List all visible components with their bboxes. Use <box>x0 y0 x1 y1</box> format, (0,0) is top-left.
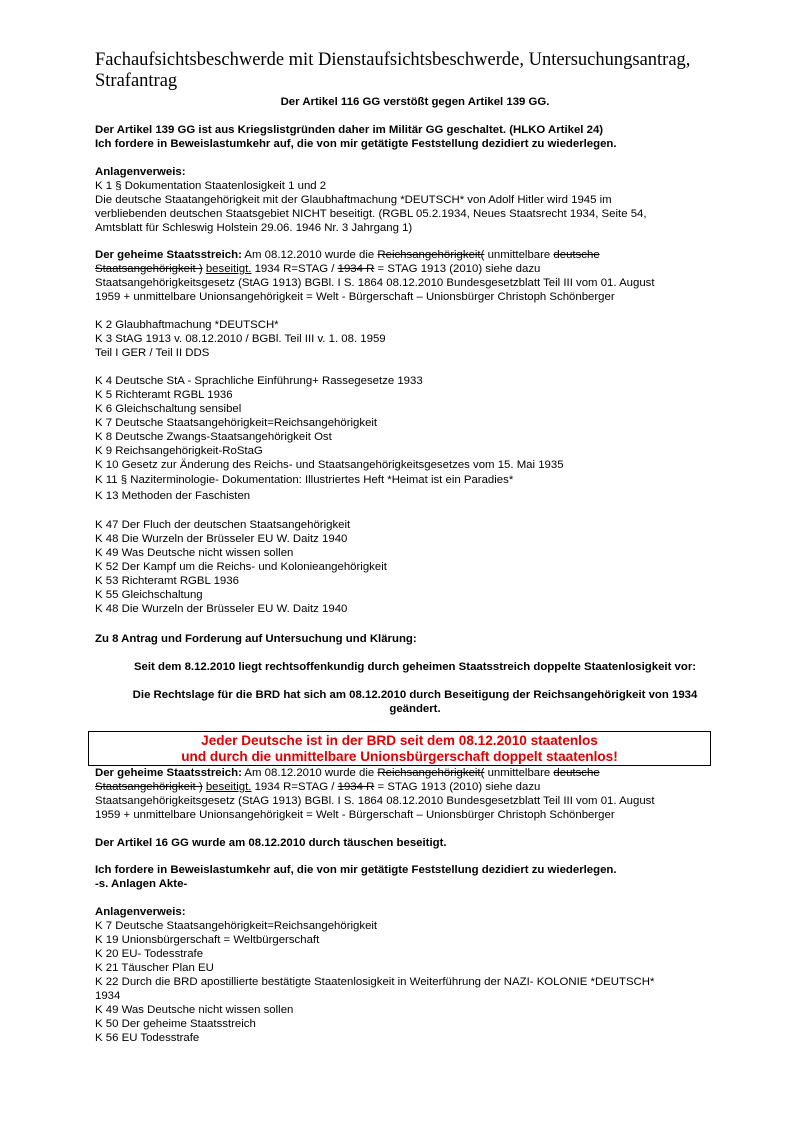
k-line: K 48 Die Wurzeln der Brüsseler EU W. Daitz 1940 <box>95 603 348 615</box>
intro-line: Der Artikel 139 GG ist aus Kriegslistgründen daher im Militär GG geschaltet. (HLKO Artikel 24) <box>95 124 604 136</box>
staatenlos-red-box <box>88 731 711 766</box>
k-line: K 52 Der Kampf um die Reichs- und Kolonieangehörigkeit <box>95 561 387 573</box>
staatsstreich-line: 1959 + unmittelbare Unionsangehörigkeit = Welt - Bürgerschaft – Unionsbürger Christoph Schönberger <box>95 291 615 303</box>
title-line: Fachaufsichtsbeschwerde mit Dienstaufsichtsbeschwerde, Untersuchungsantrag, <box>95 50 691 70</box>
struck-text: Reichsangehörigkeit( <box>377 249 485 261</box>
center-statement: Seit dem 8.12.2010 liegt rechtsoffenkundig durch geheimen Staatsstreich doppelte Staatenlosigkeit vor: <box>133 661 697 673</box>
struck-text: Reichsangehörigkeit( <box>377 767 485 779</box>
text-span: Am 08.12.2010 wurde die <box>241 767 378 779</box>
anlagen-line: Die deutsche Staatangehörigkeit mit der Glaubhaftmachung *DEUTSCH* von Adolf Hitler wird 1945 im <box>95 194 612 206</box>
anlagen-line: K 20 EU- Todesstrafe <box>95 948 204 960</box>
text-span: = STAG 1913 (2010) siehe dazu <box>374 781 541 793</box>
anlagen-line: K 22 Durch die BRD apostillierte bestätigte Staatenlosigkeit in Weiterführung der NAZI- KOLONIE *DEUTSCH* <box>95 976 655 988</box>
red-box-line: Jeder Deutsche ist in der BRD seit dem 08.12.2010 staatenlos <box>201 733 598 748</box>
struck-text: deutsche <box>553 249 600 261</box>
text-span: unmittelbare <box>484 767 554 779</box>
text-span: unmittelbare <box>484 249 554 261</box>
k-line: K 53 Richteramt RGBL 1936 <box>95 575 239 587</box>
k-line: K 4 Deutsche StA - Sprachliche Einführung+ Rassegesetze 1933 <box>95 375 423 387</box>
anlagen-heading: Anlagenverweis: <box>95 166 186 178</box>
anlagen-heading: Anlagenverweis: <box>95 906 186 918</box>
underlined-text: beseitigt. <box>205 781 252 793</box>
anlagen-line: K 50 Der geheime Staatsstreich <box>95 1018 256 1030</box>
struck-text: 1934 R <box>337 263 375 275</box>
center-statement: geändert. <box>389 703 441 715</box>
text-span: 1934 R=STAG / <box>251 781 338 793</box>
k-line: K 8 Deutsche Zwangs-Staatsangehörigkeit Ost <box>95 431 332 443</box>
artikel-16-statement: Der Artikel 16 GG wurde am 08.12.2010 durch täuschen beseitigt. <box>95 837 447 849</box>
antrag-heading: Zu 8 Antrag und Forderung auf Untersuchung und Klärung: <box>95 633 417 645</box>
k-line: K 10 Gesetz zur Änderung des Reichs- und Staatsangehörigkeitsgesetzes vom 15. Mai 1935 <box>95 459 564 471</box>
document-title <box>95 50 735 92</box>
struck-text: 1934 R <box>337 781 375 793</box>
center-statement: Die Rechtslage für die BRD hat sich am 08.12.2010 durch Beseitigung der Reichsangehörigkeit von 1934 <box>132 689 698 701</box>
staatsstreich-line: Staatsangehörigkeitsgesetz (StAG 1913) BGBl. I S. 1864 08.12.2010 Bundesgesetzblatt Teil III vom 01. August <box>95 277 655 289</box>
anlagen-line: verbliebenden deutschen Staatsgebiet NICHT beseitigt. (RGBL 05.2.1934, Neues Staatsrecht 1934, Seite 54, <box>95 208 647 220</box>
staatsstreich-label: Der geheime Staatsstreich: <box>95 249 242 261</box>
anlagen-line: Amtsblatt für Schleswig Holstein 29.06. 1946 Nr. 3 Jahrgang 1) <box>95 222 413 234</box>
headline: Der Artikel 116 GG verstößt gegen Artikel 139 GG. <box>280 96 550 108</box>
staatsstreich-label: Der geheime Staatsstreich: <box>95 767 242 779</box>
k-line: K 13 Methoden der Faschisten <box>95 490 251 502</box>
k-line: K 5 Richteramt RGBL 1936 <box>95 389 233 401</box>
anlagen-line: K 7 Deutsche Staatsangehörigkeit=Reichsangehörigkeit <box>95 920 378 932</box>
text-span: 1934 R=STAG / <box>251 263 338 275</box>
staatsstreich-line <box>95 249 600 263</box>
k-line: Teil I GER / Teil II DDS <box>95 347 210 359</box>
k-line: K 11 § Naziterminologie- Dokumentation: Illustriertes Heft *Heimat ist ein Paradies* <box>95 474 514 486</box>
anlagen-line: K 49 Was Deutsche nicht wissen sollen <box>95 1004 294 1016</box>
intro-line: Ich fordere in Beweislastumkehr auf, die von mir getätigte Feststellung dezidiert zu wiederlegen. <box>95 138 617 150</box>
k-line: K 9 Reichsangehörigkeit-RoStaG <box>95 445 263 457</box>
k-line: K 7 Deutsche Staatsangehörigkeit=Reichsangehörigkeit <box>95 417 378 429</box>
fordere-line: Ich fordere in Beweislastumkehr auf, die von mir getätigte Feststellung dezidiert zu wiederlegen. <box>95 864 617 876</box>
underlined-text: beseitigt. <box>205 263 252 275</box>
anlagen-line: 1934 <box>95 990 121 1002</box>
k-line: K 48 Die Wurzeln der Brüsseler EU W. Daitz 1940 <box>95 533 348 545</box>
staatsstreich-line: Staatsangehörigkeitsgesetz (StAG 1913) BGBl. I S. 1864 08.12.2010 Bundesgesetzblatt Teil III vom 01. August <box>95 795 655 807</box>
k-line: K 47 Der Fluch der deutschen Staatsangehörigkeit <box>95 519 351 531</box>
anlagen-line: K 1 § Dokumentation Staatenlosigkeit 1 und 2 <box>95 180 327 192</box>
staatsstreich-line <box>95 781 540 795</box>
title-line: Strafantrag <box>95 71 178 91</box>
k-line: K 6 Gleichschaltung sensibel <box>95 403 242 415</box>
anlagen-line: K 56 EU Todesstrafe <box>95 1032 200 1044</box>
staatsstreich-line <box>95 263 540 277</box>
k-line: K 3 StAG 1913 v. 08.12.2010 / BGBl. Teil III v. 1. 08. 1959 <box>95 333 386 345</box>
k-line: K 2 Glaubhaftmachung *DEUTSCH* <box>95 319 279 331</box>
anlagen-line: K 21 Täuscher Plan EU <box>95 962 214 974</box>
k-line: K 55 Gleichschaltung <box>95 589 203 601</box>
anlagen-line: K 19 Unionsbürgerschaft = Weltbürgerschaft <box>95 934 320 946</box>
fordere-line: -s. Anlagen Akte- <box>95 878 188 890</box>
staatsstreich-line <box>95 767 600 781</box>
struck-text: Staatsangehörigkeit ) <box>95 263 203 275</box>
text-span: Am 08.12.2010 wurde die <box>241 249 378 261</box>
struck-text: Staatsangehörigkeit ) <box>95 781 203 793</box>
k-line: K 49 Was Deutsche nicht wissen sollen <box>95 547 294 559</box>
red-box-line: und durch die unmittelbare Unionsbürgerschaft doppelt staatenlos! <box>181 749 618 764</box>
text-span: = STAG 1913 (2010) siehe dazu <box>374 263 541 275</box>
staatsstreich-line: 1959 + unmittelbare Unionsangehörigkeit = Welt - Bürgerschaft – Unionsbürger Christoph Schönberger <box>95 809 615 821</box>
struck-text: deutsche <box>553 767 600 779</box>
